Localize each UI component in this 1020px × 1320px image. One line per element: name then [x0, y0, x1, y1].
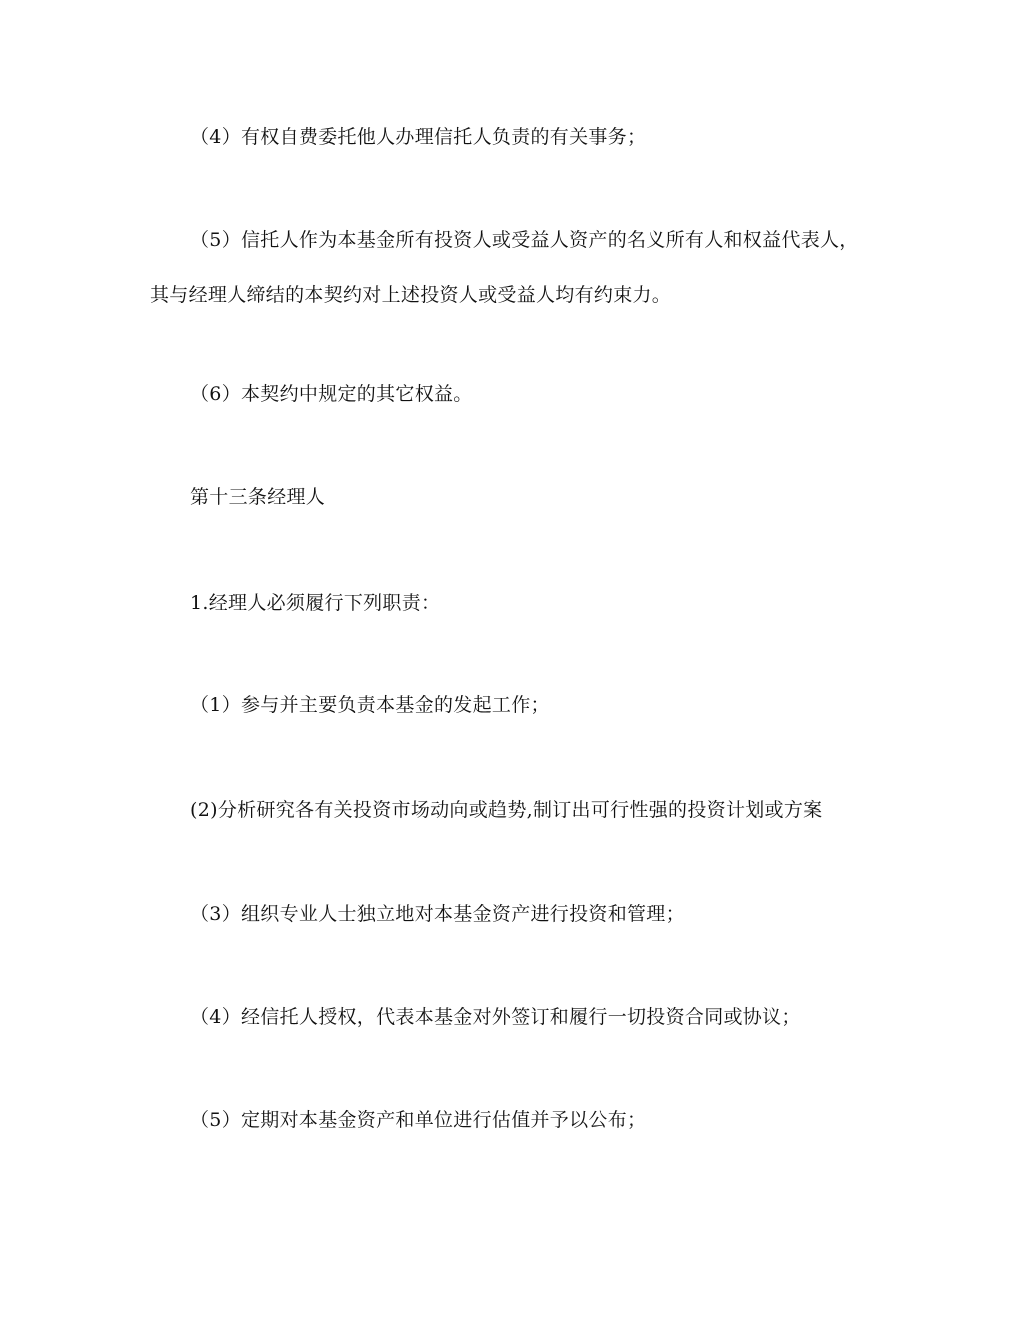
- clause-item-5-continuation: 其与经理人缔结的本契约对上述投资人或受益人均有约束力。: [150, 284, 672, 306]
- article-13-heading: 第十三条经理人: [190, 486, 326, 508]
- manager-duties-heading: 1.经理人必须履行下列职责：: [190, 592, 441, 614]
- manager-duty-1: （1）参与并主要负责本基金的发起工作；: [190, 694, 550, 716]
- manager-duty-4: （4）经信托人授权，代表本基金对外签订和履行一切投资合同或协议；: [190, 1006, 801, 1028]
- clause-item-6-other-rights: （6）本契约中规定的其它权益。: [190, 383, 473, 405]
- clause-item-5-nominal-owner: （5）信托人作为本基金所有投资人或受益人资产的名义所有人和权益代表人，: [190, 229, 859, 251]
- manager-duty-2: (2)分析研究各有关投资市场动向或趋势,制订出可行性强的投资计划或方案: [190, 799, 823, 821]
- manager-duty-5: （5）定期对本基金资产和单位进行估值并予以公布；: [190, 1109, 647, 1131]
- manager-duty-3: （3）组织专业人士独立地对本基金资产进行投资和管理；: [190, 903, 685, 925]
- clause-item-4-delegate: （4）有权自费委托他人办理信托人负责的有关事务；: [190, 126, 647, 148]
